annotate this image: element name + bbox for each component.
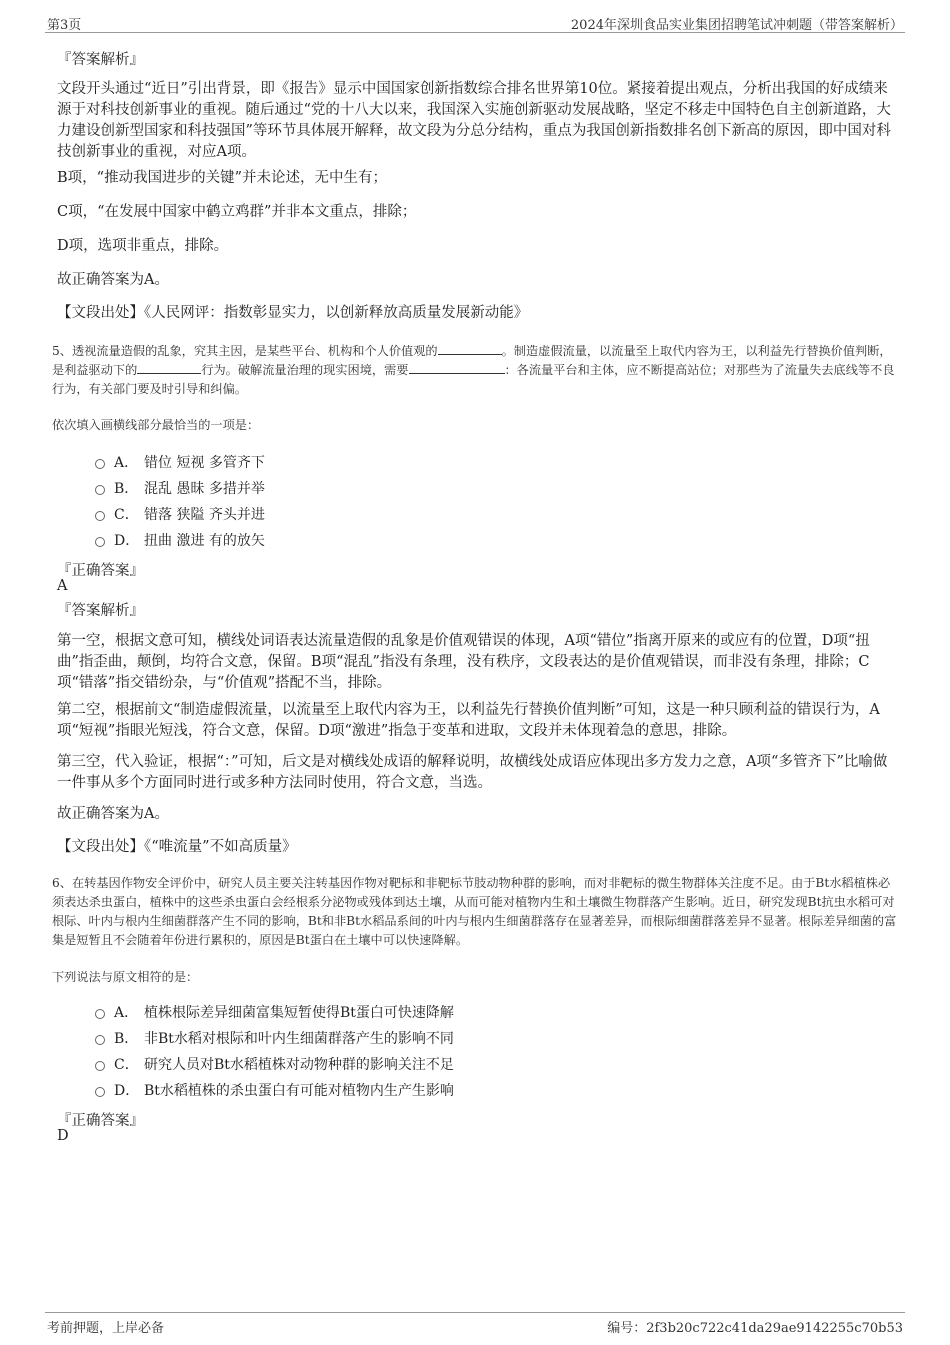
page-footer xyxy=(45,1312,905,1337)
correct-answer-label: 『正确答案』 xyxy=(57,1113,144,1129)
radio-button-icon[interactable] xyxy=(95,1087,105,1097)
option-c[interactable]: C． 研究人员对Bt水稻植株对动物种群的影响关注不足 xyxy=(95,1054,454,1074)
fill-blank xyxy=(438,342,502,355)
analysis-paragraph: 故正确答案为A。 xyxy=(57,272,169,288)
analysis-paragraph: D项，选项非重点，排除。 xyxy=(57,238,229,254)
option-a[interactable]: A． 错位 短视 多管齐下 xyxy=(95,452,265,472)
analysis-label: 『答案解析』 xyxy=(57,52,144,68)
radio-button-icon[interactable] xyxy=(95,459,105,469)
analysis-paragraph: 第二空，根据前文“制造虚假流量，以流量至上取代内容为王，以利益先行替换价值判断”可知，这是一种只顾利益的错误行为，A项“短视”指眼光短浅，符合文意，保留。D项“激进”指急于变革和进取，文段并未体现着急的意思，排除。 xyxy=(57,702,880,739)
radio-button-icon[interactable] xyxy=(95,537,105,547)
question-stem: 5、透视流量造假的乱象，究其主因，是某些平台、机构和个人价值观的 。制造虚假流量，以流量至上取代内容为王，以利益先行替换价值判断，是利益驱动下的 行为。破解流量治理的现实困境，需要 ：各流量平台和主体，应不断提高站位；对那些为了流量失去底线等不良行为，有关部门要及时引导和纠偏。 xyxy=(52,344,895,396)
document-title: 2024年深圳食品实业集团招聘笔试冲刺题（带答案解析） xyxy=(570,18,903,33)
option-b[interactable]: B． 混乱 愚昧 多措并举 xyxy=(95,478,265,498)
correct-answer: D xyxy=(57,1128,69,1144)
analysis-paragraph: 故正确答案为A。 xyxy=(57,806,169,822)
fill-blank xyxy=(409,361,505,374)
correct-answer-label: 『正确答案』 xyxy=(57,563,144,579)
correct-answer: A xyxy=(57,578,68,594)
page-header xyxy=(45,10,905,33)
analysis-label: 『答案解析』 xyxy=(57,603,144,619)
option-c[interactable]: C． 错落 狭隘 齐头并进 xyxy=(95,504,265,524)
question-prompt: 依次填入画横线部分最恰当的一项是： xyxy=(52,418,260,432)
radio-button-icon[interactable] xyxy=(95,1061,105,1071)
analysis-paragraph: B项，“推动我国进步的关键”并未论述，无中生有； xyxy=(57,170,387,186)
option-d[interactable]: D． 扭曲 激进 有的放矢 xyxy=(95,530,265,550)
page-number: 第3页 xyxy=(47,18,82,33)
option-b[interactable]: B． 非Bt水稻对根际和叶内生细菌群落产生的影响不同 xyxy=(95,1028,454,1048)
analysis-paragraph: 文段开头通过“近日”引出背景，即《报告》显示中国国家创新指数综合排名世界第10位。紧接着提出观点，分析出我国的好成绩来源于对科技创新事业的重视。随后通过“党的十八大以来，我国深入实施创新驱动发展战略，坚定不移走中国特色自主创新道路，大力建设创新型国家和科技强国”等环节具体展开解释，故文段为分总分结构，重点为我国创新指数排名创下新高的原因，即中国对科技创新事业的重视，对应A项。 xyxy=(57,81,891,160)
radio-button-icon[interactable] xyxy=(95,485,105,495)
radio-button-icon[interactable] xyxy=(95,1035,105,1045)
option-a[interactable]: A． 植株根际差异细菌富集短暂使得Bt蛋白可快速降解 xyxy=(95,1002,454,1022)
question-prompt: 下列说法与原文相符的是： xyxy=(52,970,199,984)
radio-button-icon[interactable] xyxy=(95,1009,105,1019)
question-stem: 6、在转基因作物安全评价中，研究人员主要关注转基因作物对靶标和非靶标节肢动物种群的影响，而对非靶标的微生物群体关注度不足。由于Bt水稻植株必须表达杀虫蛋白，植株中的这些杀虫蛋白会经根系分泌物或残体到达土壤，从而可能对植物内生和土壤微生物群落产生影响。近日，研究发现Bt抗虫水稻可对根际、叶内与根内生细菌群落产生不同的影响，Bt和非Bt水稻品系间的叶内与根内生细菌群落存在显著差异，而根际细菌群落差异不显著。根际差异细菌的富集是短暂且不会随着年份进行累积的，原因是Bt蛋白在土壤中可以快速降解。 xyxy=(52,876,897,947)
analysis-paragraph: 第三空，代入验证，根据“：”可知，后文是对横线处成语的解释说明，故横线处成语应体现出多方发力之意，A项“多管齐下”比喻做一件事从多个方面同时进行或多种方法同时使用，符合文意，当选。 xyxy=(57,754,888,791)
radio-button-icon[interactable] xyxy=(95,511,105,521)
fill-blank xyxy=(137,361,201,374)
source-citation: 【文段出处】《“唯流量”不如高质量》 xyxy=(57,839,297,855)
option-d[interactable]: D． Bt水稻植株的杀虫蛋白有可能对植物内生产生影响 xyxy=(95,1080,454,1100)
document-code: 编号：2f3b20c722c41da29ae9142255c70b53 xyxy=(607,1321,903,1336)
analysis-paragraph: 第一空，根据文意可知，横线处词语表达流量造假的乱象是价值观错误的体现，A项“错位”指离开原来的或应有的位置，D项“扭曲”指歪曲，颠倒，均符合文意，保留。B项“混乱”指没有条理，没有秩序，文段表达的是价值观错误，而非没有条理，排除；C项“错落”指交错纷杂，与“价值观”搭配不当，排除。 xyxy=(57,633,870,691)
footer-slogan: 考前押题，上岸必备 xyxy=(47,1321,165,1336)
source-citation: 【文段出处】《人民网评：指数彰显实力，以创新释放高质量发展新动能》 xyxy=(57,305,529,321)
analysis-paragraph: C项，“在发展中国家中鹤立鸡群”并非本文重点，排除； xyxy=(57,204,417,220)
